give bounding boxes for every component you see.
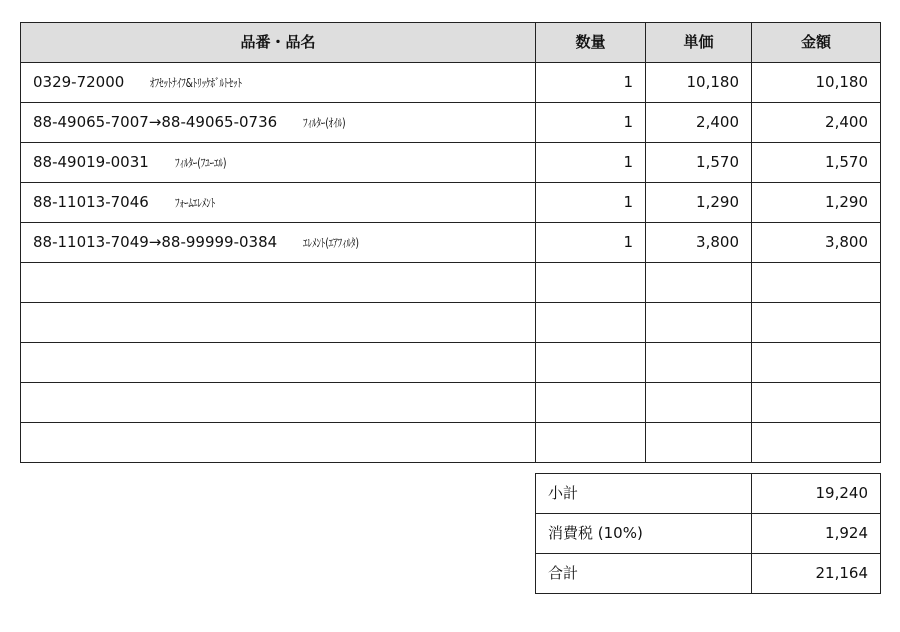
item-name: ﾌｨﾙﾀｰ(ﾌﾕｰｴﾙ) (174, 156, 227, 170)
total-label: 合計 (536, 554, 752, 594)
empty-cell (752, 263, 881, 303)
tax-label: 消費税 (10%) (536, 514, 752, 554)
empty-cell (536, 263, 646, 303)
empty-row (21, 343, 881, 383)
item-name: ｴﾚﾒﾝﾄ(ｴｱﾌｨﾙﾀ) (303, 236, 359, 250)
item-code: 88-11013-7049→88-99999-0384 (33, 233, 278, 251)
item-name: ｵﾌｾｯﾄﾅｲﾌ&ﾄﾘｯｹﾎﾞﾙﾄｾｯﾄ (150, 76, 243, 90)
header-amount: 金額 (752, 23, 881, 63)
subtotal-value: 19,240 (752, 474, 881, 514)
empty-cell (21, 343, 536, 383)
item-unit-price: 10,180 (646, 63, 752, 103)
header-row (21, 23, 881, 63)
empty-cell (646, 303, 752, 343)
empty-cell (536, 343, 646, 383)
empty-row (21, 263, 881, 303)
empty-cell (752, 343, 881, 383)
item-name: ﾌｫｰﾑｴﾚﾒﾝﾄ (174, 196, 215, 210)
empty-cell (21, 263, 536, 303)
tax-value: 1,924 (752, 514, 881, 554)
empty-cell (752, 423, 881, 463)
item-unit-price: 1,570 (646, 143, 752, 183)
empty-cell (752, 303, 881, 343)
totals-table (535, 473, 881, 594)
empty-cell (536, 423, 646, 463)
header-qty: 数量 (536, 23, 646, 63)
invoice-items-table (20, 22, 881, 463)
item-amount: 10,180 (752, 63, 881, 103)
total-row (536, 554, 881, 594)
item-qty: 1 (536, 143, 646, 183)
empty-row (21, 423, 881, 463)
empty-cell (646, 383, 752, 423)
tax-row (536, 514, 881, 554)
item-name-cell (21, 223, 536, 263)
table-row (21, 103, 881, 143)
item-code: 88-49019-0031 (33, 153, 149, 171)
item-unit-price: 2,400 (646, 103, 752, 143)
item-name-cell (21, 63, 536, 103)
subtotal-row (536, 474, 881, 514)
item-amount: 2,400 (752, 103, 881, 143)
table-row (21, 143, 881, 183)
total-value: 21,164 (752, 554, 881, 594)
empty-cell (646, 263, 752, 303)
item-qty: 1 (536, 183, 646, 223)
table-row (21, 223, 881, 263)
empty-cell (646, 423, 752, 463)
item-code: 88-49065-7007→88-49065-0736 (33, 113, 278, 131)
header-name: 品番・品名 (21, 23, 536, 63)
item-qty: 1 (536, 103, 646, 143)
empty-cell (752, 383, 881, 423)
empty-cell (646, 343, 752, 383)
item-code: 88-11013-7046 (33, 193, 149, 211)
item-unit-price: 1,290 (646, 183, 752, 223)
item-amount: 3,800 (752, 223, 881, 263)
header-unit-price: 単価 (646, 23, 752, 63)
table-row (21, 63, 881, 103)
item-name-cell (21, 183, 536, 223)
empty-row (21, 303, 881, 343)
item-name-cell (21, 143, 536, 183)
table-row (21, 183, 881, 223)
item-qty: 1 (536, 223, 646, 263)
empty-cell (536, 303, 646, 343)
item-unit-price: 3,800 (646, 223, 752, 263)
empty-cell (536, 383, 646, 423)
item-name-cell (21, 103, 536, 143)
item-code: 0329-72000 (33, 73, 125, 91)
item-name: ﾌｨﾙﾀｰ(ｵｲﾙ) (303, 116, 346, 130)
item-amount: 1,570 (752, 143, 881, 183)
subtotal-label: 小計 (536, 474, 752, 514)
empty-cell (21, 383, 536, 423)
empty-row (21, 383, 881, 423)
item-amount: 1,290 (752, 183, 881, 223)
empty-cell (21, 423, 536, 463)
item-qty: 1 (536, 63, 646, 103)
empty-cell (21, 303, 536, 343)
